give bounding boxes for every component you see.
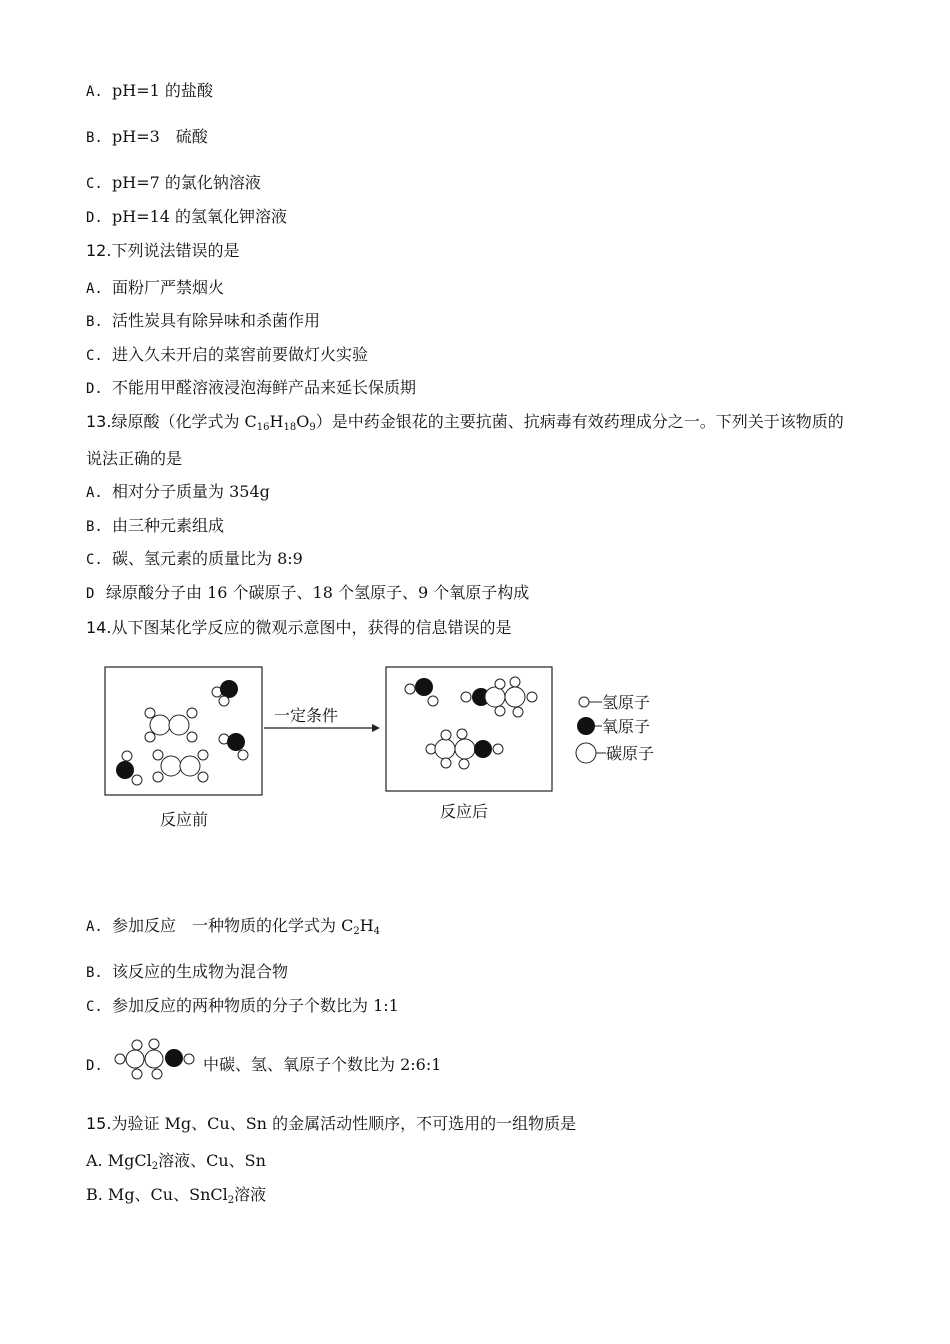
q14-option-c xyxy=(86,996,399,1017)
option-text: B. Mg、Cu、SnCl xyxy=(86,1185,228,1204)
q12-stem xyxy=(86,241,239,261)
option-text: 进入久未开启的菜窖前要做灯火实验 xyxy=(112,345,369,364)
question-text: 绿原酸（化学式为 C xyxy=(111,412,257,431)
legend-hydrogen: 氢原子 xyxy=(602,693,651,712)
q13-stem xyxy=(86,412,844,432)
reaction-diagram xyxy=(90,655,690,845)
subscript: 2 xyxy=(151,1161,159,1172)
option-text: pH=1 的盐酸 xyxy=(112,81,213,100)
option-text: A. MgCl xyxy=(86,1151,152,1170)
subscript: 2 xyxy=(353,926,360,937)
arrow-head-icon xyxy=(372,724,380,732)
question-text: 说法正确的是 xyxy=(86,449,183,468)
option-letter: C. xyxy=(86,552,103,568)
q14-option-d xyxy=(86,1055,112,1076)
option-text: 相对分子质量为 354g xyxy=(112,482,270,501)
formula-part: H xyxy=(359,916,374,935)
q15-option-b xyxy=(86,1185,266,1205)
formula-part: H xyxy=(269,412,284,431)
q12-option-b xyxy=(86,311,320,332)
q15-option-a xyxy=(86,1151,266,1171)
subscript: 2 xyxy=(227,1195,235,1206)
question-number: 14. xyxy=(86,618,112,637)
q13-option-a xyxy=(86,482,270,503)
question-number: 15. xyxy=(86,1114,112,1133)
q12-option-d xyxy=(86,378,416,399)
option-letter: A. xyxy=(86,281,103,297)
q11-option-b xyxy=(86,127,208,148)
reaction-condition: 一定条件 xyxy=(274,706,339,725)
option-letter: A. xyxy=(86,919,103,935)
option-text: 绿原酸分子由 16 个碳原子、18 个氢原子、9 个氧原子构成 xyxy=(106,583,530,602)
question-text: 下列说法错误的是 xyxy=(111,241,240,260)
option-letter: D xyxy=(86,586,95,602)
q14-option-b xyxy=(86,962,288,983)
q15-stem xyxy=(86,1114,576,1134)
option-text: pH=14 的氢氧化钾溶液 xyxy=(112,207,288,226)
option-text: 由三种元素组成 xyxy=(112,516,225,535)
option-text: 碳、氢元素的质量比为 8:9 xyxy=(112,549,303,568)
option-text: 参加反应 一种物质的化学式为 C xyxy=(112,916,354,935)
question-text: 从下图某化学反应的微观示意图中，获得的信息错误的是 xyxy=(111,618,512,637)
option-letter: B. xyxy=(86,130,103,146)
option-letter: C. xyxy=(86,176,103,192)
option-text: 中碳、氢、氧原子个数比为 2:6:1 xyxy=(203,1055,442,1074)
option-letter: A. xyxy=(86,84,103,100)
carbon-atom-icon xyxy=(576,743,596,763)
legend-oxygen: 氧原子 xyxy=(602,717,651,736)
formula-part: O xyxy=(296,412,310,431)
option-text: 面粉厂严禁烟火 xyxy=(112,278,225,297)
hydrogen-atom-icon xyxy=(579,697,589,707)
oxygen-atom-icon xyxy=(577,717,595,735)
option-text: 溶液、Cu、Sn xyxy=(158,1151,266,1170)
option-text: 溶液 xyxy=(234,1185,267,1204)
option-letter: D. xyxy=(86,1058,103,1074)
option-letter: A. xyxy=(86,485,103,501)
ethanol-molecule-image xyxy=(112,1036,200,1082)
q12-option-a xyxy=(86,278,224,299)
option-letter: C. xyxy=(86,999,103,1015)
legend-carbon: 碳原子 xyxy=(606,744,655,763)
q13-stem-line2 xyxy=(86,449,182,469)
option-letter: B. xyxy=(86,965,103,981)
subscript: 4 xyxy=(373,926,381,937)
q11-option-d xyxy=(86,207,287,228)
q11-option-c xyxy=(86,173,261,194)
option-letter: B. xyxy=(86,519,103,535)
subscript: 9 xyxy=(309,422,316,433)
q14-stem xyxy=(86,618,511,638)
subscript: 18 xyxy=(283,422,297,433)
question-text: ）是中药金银花的主要抗菌、抗病毒有效药理成分之一。下列关于该物质的 xyxy=(315,412,844,431)
option-letter: D. xyxy=(86,381,103,397)
option-text: pH=7 的氯化钠溶液 xyxy=(112,173,261,192)
before-label: 反应前 xyxy=(160,810,209,829)
question-number: 13. xyxy=(86,412,112,431)
option-text: pH=3 硫酸 xyxy=(112,127,208,146)
q13-option-b xyxy=(86,516,224,537)
option-letter: B. xyxy=(86,314,103,330)
subscript: 16 xyxy=(256,422,270,433)
q12-option-c xyxy=(86,345,368,366)
option-text: 参加反应的两种物质的分子个数比为 1:1 xyxy=(112,996,399,1015)
option-letter: D. xyxy=(86,210,103,226)
question-text: 为验证 Mg、Cu、Sn 的金属活动性顺序，不可选用的一组物质是 xyxy=(111,1114,577,1133)
q13-option-d xyxy=(86,583,529,604)
legend xyxy=(576,693,654,763)
option-text: 该反应的生成物为混合物 xyxy=(112,962,289,981)
q14-option-d-text xyxy=(203,1055,441,1075)
option-text: 不能用甲醛溶液浸泡海鲜产品来延长保质期 xyxy=(112,378,417,397)
q13-option-c xyxy=(86,549,303,570)
after-label: 反应后 xyxy=(440,802,489,821)
option-letter: C. xyxy=(86,348,103,364)
question-number: 12. xyxy=(86,241,112,260)
option-text: 活性炭具有除异味和杀菌作用 xyxy=(112,311,321,330)
q14-option-a xyxy=(86,916,380,937)
q11-option-a xyxy=(86,81,213,102)
